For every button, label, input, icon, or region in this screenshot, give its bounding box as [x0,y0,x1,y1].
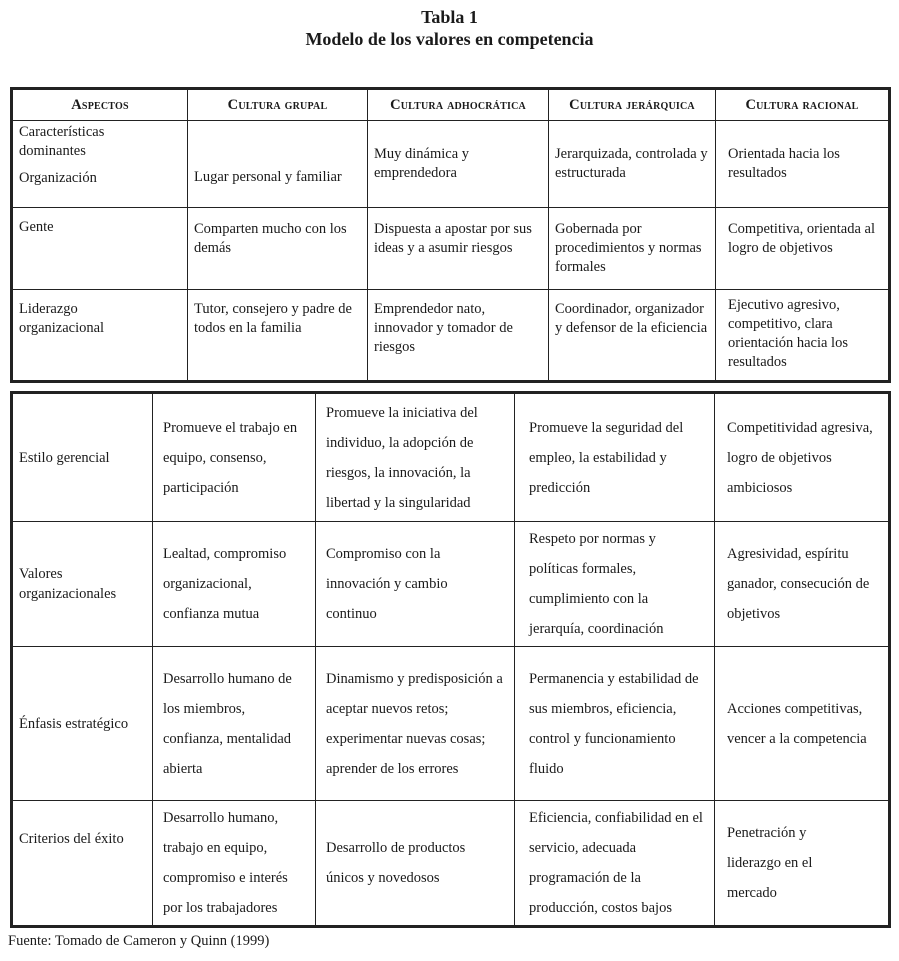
row-label-line: Características dominantes [19,124,105,159]
table-cell: Compromiso con la innovación y cambio continuo [316,522,515,647]
row-label: Valores organizacionales [12,522,153,647]
table-cell: Desarrollo humano de los miembros, confianza, mentalidad abierta [153,647,316,801]
table-number: Tabla 1 [421,7,478,27]
table-cell: Permanencia y estabilidad de sus miembros, eficiencia, control y funcionamiento fluido [515,647,715,801]
header-cultura-racional: Cultura racional [716,89,890,121]
values-table-part-2 [10,391,891,928]
table-row [12,647,890,801]
table-cell: Muy dinámica y emprendedora [368,121,549,208]
table-cell: Lugar personal y familiar [188,121,368,208]
table-cell: Penetración y liderazgo en el mercado [715,801,890,927]
source-note: Fuente: Tomado de Cameron y Quinn (1999) [8,933,270,949]
row-label: Criterios del éxito [12,801,153,927]
header-cultura-adhocratica: Cultura adhocrática [368,89,549,121]
table-cell: Acciones competitivas, vencer a la competencia [715,647,890,801]
header-cultura-jerarquica: Cultura jerárquica [549,89,716,121]
table-cell: Tutor, consejero y padre de todos en la familia [188,290,368,382]
table-cell: Jerarquizada, controlada y estructurada [549,121,716,208]
table-cell: Desarrollo humano, trabajo en equipo, compromiso e interés por los trabajadores [153,801,316,927]
table-cell: Competitividad agresiva, logro de objetivos ambiciosos [715,393,890,522]
row-label-line: Organización [19,170,97,186]
table-cell: Lealtad, compromiso organizacional, confianza mutua [153,522,316,647]
table-cell: Promueve el trabajo en equipo, consenso, participación [153,393,316,522]
table-cell: Promueve la seguridad del empleo, la estabilidad y predicción [515,393,715,522]
row-label: Gente [12,208,188,290]
table-row [12,801,890,927]
table-cell: Orientada hacia los resultados [716,121,890,208]
table-caption [0,6,899,50]
table-row [12,522,890,647]
table-cell: Eficiencia, confiabilidad en el servicio, adecuada programación de la producción, costos bajos [515,801,715,927]
row-label [12,121,188,208]
values-table-part-1 [10,87,891,383]
table-cell: Dispuesta a apostar por sus ideas y a asumir riesgos [368,208,549,290]
row-label: Estilo gerencial [19,449,110,466]
header-aspectos: Aspectos [12,89,188,121]
table-cell: Promueve la iniciativa del individuo, la adopción de riesgos, la innovación, la libertad y la singularidad [316,393,515,522]
table-cell: Coordinador, organizador y defensor de la eficiencia [549,290,716,382]
table-row [12,290,890,382]
table-cell: Gobernada por procedimientos y normas formales [549,208,716,290]
table-cell: Dinamismo y predisposición a aceptar nuevos retos; experimentar nuevas cosas; aprender de los errores [316,647,515,801]
table-cell: Comparten mucho con los demás [188,208,368,290]
table-cell: Competitiva, orientada al logro de objetivos [716,208,890,290]
table-title: Modelo de los valores en competencia [305,29,594,49]
table-cell: Ejecutivo agresivo, competitivo, clara orientación hacia los resultados [716,290,890,382]
row-label: Liderazgo organizacional [12,290,188,382]
header-cultura-grupal: Cultura grupal [188,89,368,121]
table-row [12,121,890,208]
table-cell: Agresividad, espíritu ganador, consecución de objetivos [715,522,890,647]
table-cell: Emprendedor nato, innovador y tomador de riesgos [368,290,549,382]
table-row [12,393,890,522]
table-cell: Respeto por normas y políticas formales, cumplimiento con la jerarquía, coordinación [515,522,715,647]
table-row [12,208,890,290]
header-row [12,89,890,121]
row-label: Énfasis estratégico [12,647,153,801]
table-cell: Desarrollo de productos únicos y novedosos [316,801,515,927]
